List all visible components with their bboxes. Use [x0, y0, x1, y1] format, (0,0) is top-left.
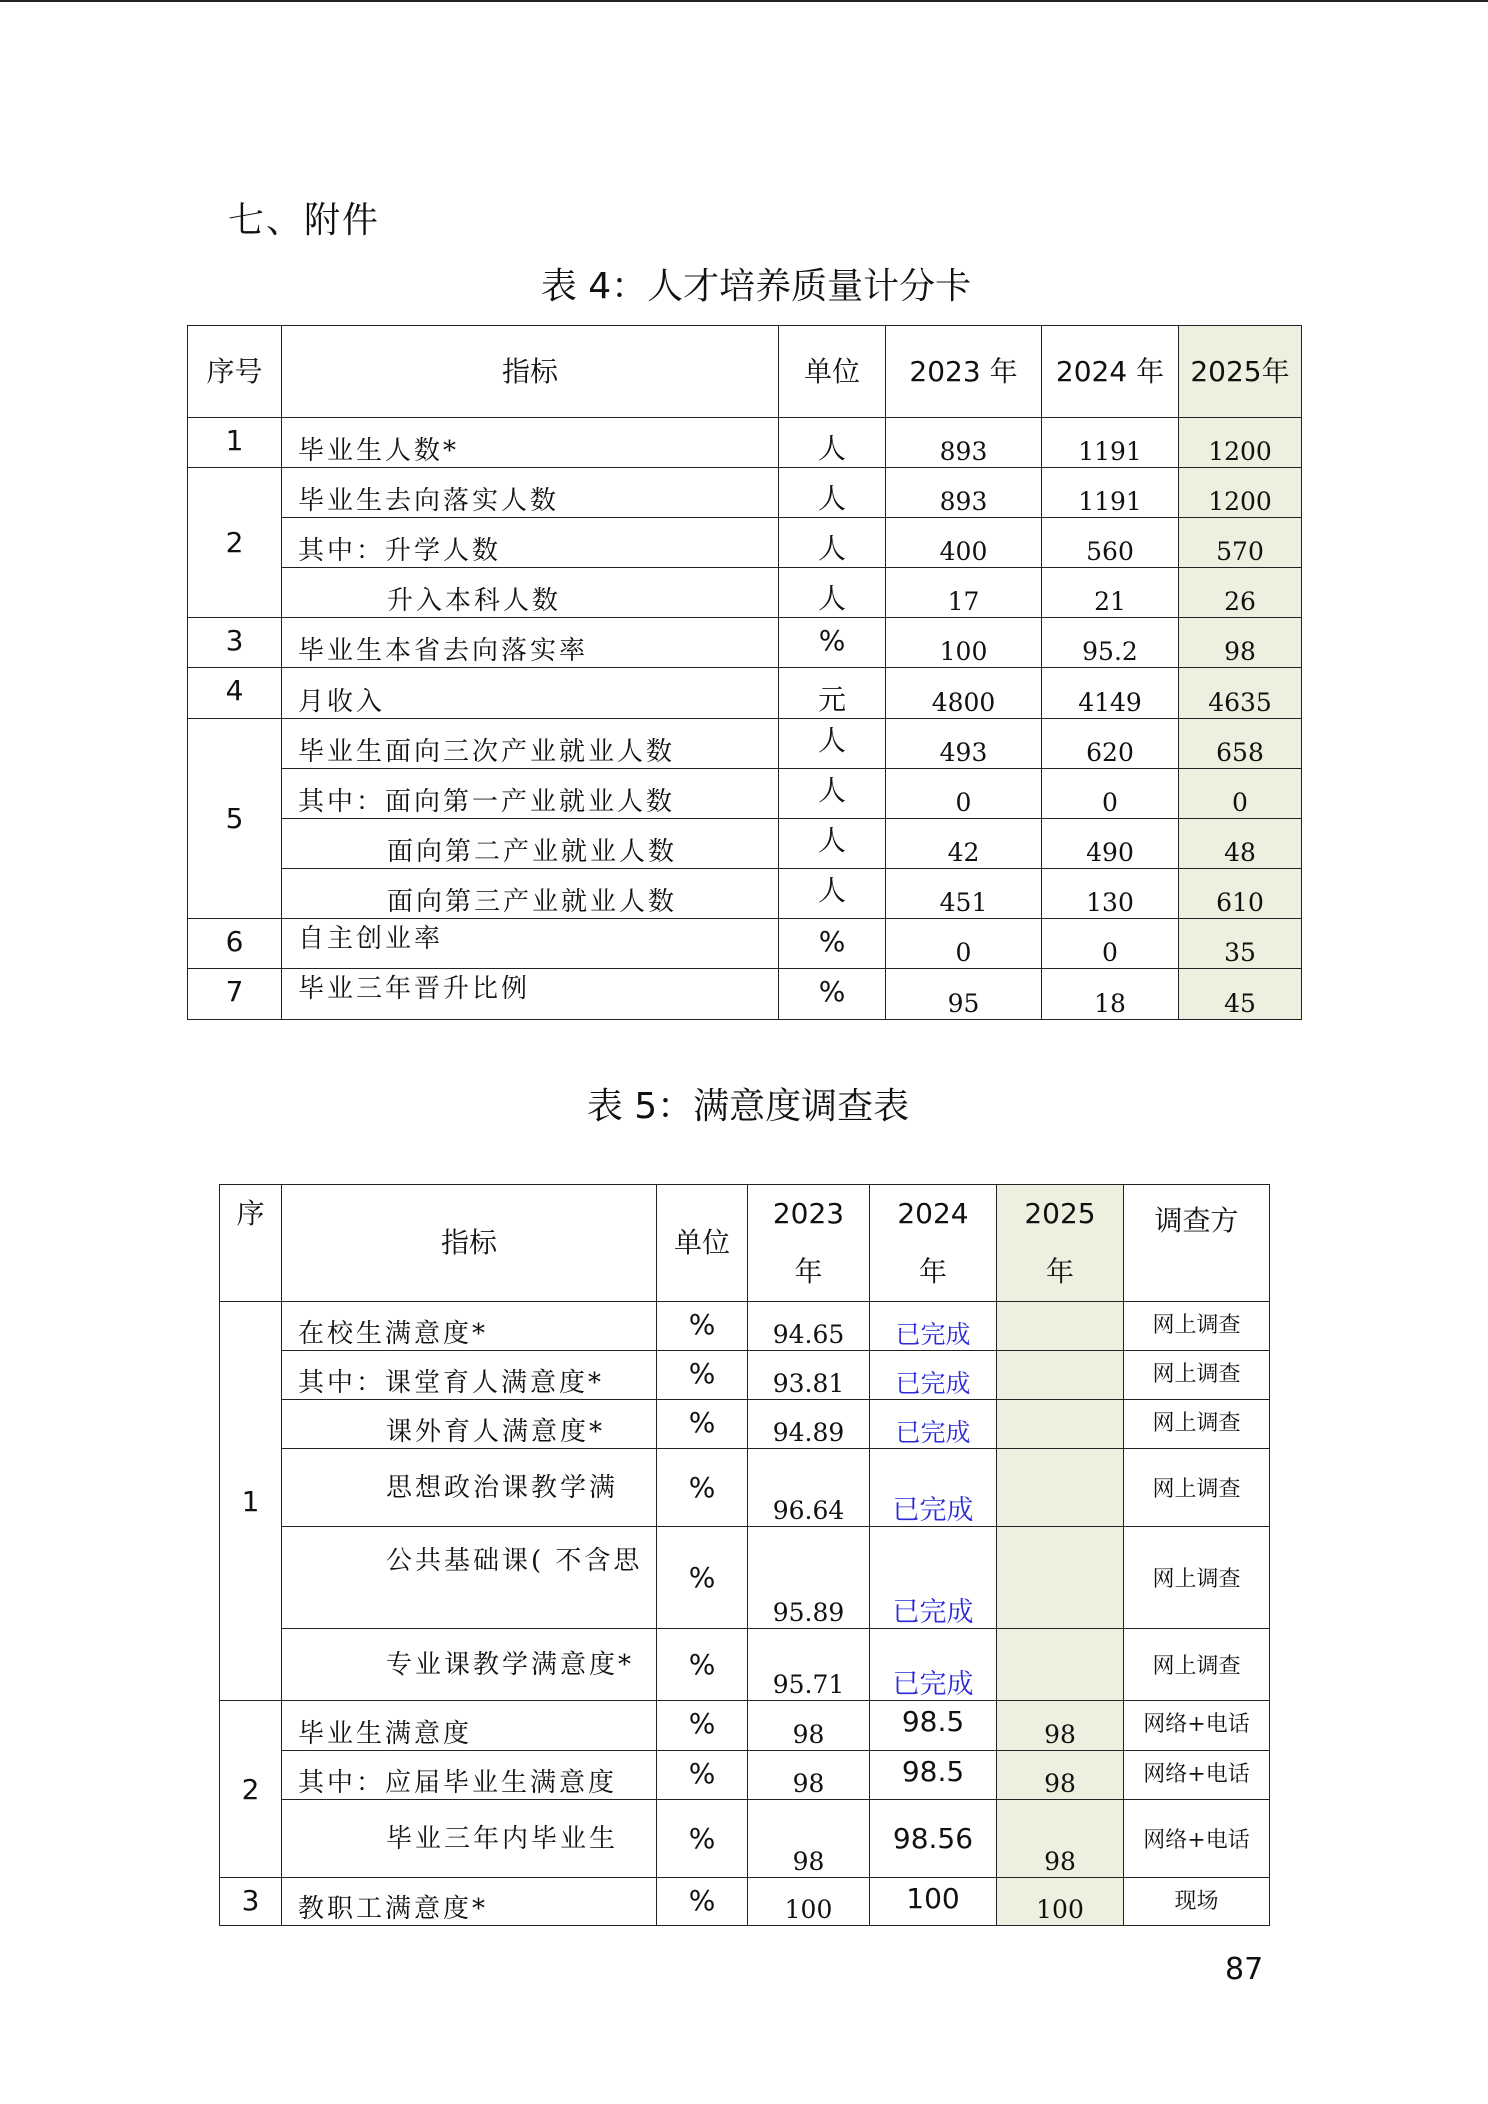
row-indicator: 毕业三年晋升比例 [282, 969, 779, 1020]
row-unit: 人 [779, 869, 886, 919]
row-value-2023: 98 [748, 1800, 870, 1878]
row-indicator: 毕业生人数* [282, 418, 779, 468]
row-seq: 7 [188, 969, 282, 1020]
header-2023: 2023 年 [886, 326, 1042, 418]
row-indicator: 毕业三年内毕业生 [282, 1800, 657, 1878]
row-survey-method: 现场 [1124, 1878, 1270, 1926]
row-indicator: 毕业生去向落实人数 [282, 468, 779, 518]
row-value-2023: 17 [886, 568, 1042, 618]
row-value-2025 [997, 1527, 1124, 1629]
row-value-2023: 94.65 [748, 1302, 870, 1351]
row-indicator: 月收入 [282, 668, 779, 719]
row-seq: 6 [188, 919, 282, 969]
row-value-2023: 100 [748, 1878, 870, 1926]
row-value-2023: 96.64 [748, 1449, 870, 1527]
row-value-2024: 0 [1042, 769, 1179, 819]
table-row [188, 919, 1302, 969]
row-value-2024: 1191 [1042, 418, 1179, 468]
row-unit: 人 [779, 418, 886, 468]
row-value-2023: 95 [886, 969, 1042, 1020]
table-header-row [188, 326, 1302, 418]
table-row [188, 568, 1302, 618]
row-unit: % [657, 1449, 748, 1527]
row-unit: % [779, 919, 886, 969]
row-indicator: 公共基础课( 不含思 [282, 1527, 657, 1629]
row-value-2025: 98 [997, 1800, 1124, 1878]
table-row [188, 719, 1302, 769]
page-number: 87 [1225, 1952, 1264, 1987]
table-row [188, 518, 1302, 568]
row-value-2025: 100 [997, 1878, 1124, 1926]
table-row [220, 1302, 1270, 1351]
page-top-border [0, 0, 1488, 2]
table-row [188, 668, 1302, 719]
row-seq: 2 [188, 468, 282, 618]
row-unit: % [657, 1878, 748, 1926]
row-value-2025 [997, 1400, 1124, 1449]
table-row [188, 969, 1302, 1020]
row-value-2023: 4800 [886, 668, 1042, 719]
row-value-2024: 98.56 [870, 1800, 997, 1878]
row-value-2024: 4149 [1042, 668, 1179, 719]
row-value-2023: 100 [886, 618, 1042, 668]
row-value-2023: 98 [748, 1701, 870, 1751]
row-unit: % [779, 618, 886, 668]
table-row [188, 819, 1302, 869]
row-value-2024: 0 [1042, 919, 1179, 969]
row-value-2025: 98 [1179, 618, 1302, 668]
table-row [188, 418, 1302, 468]
header-2025: 2025年 [1179, 326, 1302, 418]
header-2025: 2025年 [997, 1185, 1124, 1302]
row-value-2025 [997, 1302, 1124, 1351]
row-value-2023: 0 [886, 919, 1042, 969]
row-value-2024: 98.5 [870, 1751, 997, 1800]
talent-quality-scorecard-table [187, 325, 1302, 1020]
header-method: 调查方 [1124, 1185, 1270, 1302]
row-unit: 人 [779, 568, 886, 618]
row-unit: % [657, 1629, 748, 1701]
row-unit: 人 [779, 719, 886, 769]
row-value-2024: 490 [1042, 819, 1179, 869]
row-value-2023: 893 [886, 418, 1042, 468]
row-value-2025: 1200 [1179, 468, 1302, 518]
row-value-2024: 已完成 [870, 1527, 997, 1629]
row-value-2025 [997, 1351, 1124, 1400]
row-value-2023: 95.71 [748, 1629, 870, 1701]
table-row [220, 1751, 1270, 1800]
row-indicator: 其中：课堂育人满意度* [282, 1351, 657, 1400]
row-indicator: 毕业生本省去向落实率 [282, 618, 779, 668]
row-value-2024: 95.2 [1042, 618, 1179, 668]
row-value-2023: 95.89 [748, 1527, 870, 1629]
row-unit: % [657, 1701, 748, 1751]
header-2024: 2024 年 [1042, 326, 1179, 418]
table-row [220, 1400, 1270, 1449]
row-value-2024: 98.5 [870, 1701, 997, 1751]
row-value-2025: 610 [1179, 869, 1302, 919]
row-survey-method: 网上调查 [1124, 1449, 1270, 1527]
row-unit: 人 [779, 518, 886, 568]
row-value-2023: 0 [886, 769, 1042, 819]
row-survey-method: 网络+电话 [1124, 1751, 1270, 1800]
table-row [220, 1701, 1270, 1751]
row-indicator: 面向第二产业就业人数 [282, 819, 779, 869]
row-survey-method: 网络+电话 [1124, 1701, 1270, 1751]
row-value-2023: 94.89 [748, 1400, 870, 1449]
row-value-2023: 93.81 [748, 1351, 870, 1400]
row-indicator: 在校生满意度* [282, 1302, 657, 1351]
row-value-2025: 4635 [1179, 668, 1302, 719]
row-value-2025: 1200 [1179, 418, 1302, 468]
row-value-2024: 已完成 [870, 1400, 997, 1449]
row-value-2025: 35 [1179, 919, 1302, 969]
row-value-2024: 1191 [1042, 468, 1179, 518]
row-value-2024: 已完成 [870, 1302, 997, 1351]
row-value-2025: 98 [997, 1701, 1124, 1751]
row-indicator: 毕业生面向三次产业就业人数 [282, 719, 779, 769]
header-seq: 序 [220, 1185, 282, 1302]
row-value-2024: 130 [1042, 869, 1179, 919]
row-indicator: 其中：面向第一产业就业人数 [282, 769, 779, 819]
row-seq: 1 [220, 1302, 282, 1701]
row-unit: 人 [779, 769, 886, 819]
row-value-2023: 42 [886, 819, 1042, 869]
row-seq: 1 [188, 418, 282, 468]
row-value-2024: 21 [1042, 568, 1179, 618]
header-indicator: 指标 [282, 1185, 657, 1302]
row-indicator: 课外育人满意度* [282, 1400, 657, 1449]
row-unit: % [657, 1527, 748, 1629]
row-value-2024: 已完成 [870, 1449, 997, 1527]
table-row [188, 468, 1302, 518]
header-seq: 序号 [188, 326, 282, 418]
header-2024: 2024年 [870, 1185, 997, 1302]
row-value-2025 [997, 1629, 1124, 1701]
row-survey-method: 网上调查 [1124, 1400, 1270, 1449]
header-2023: 2023年 [748, 1185, 870, 1302]
row-value-2025 [997, 1449, 1124, 1527]
row-value-2025: 45 [1179, 969, 1302, 1020]
row-unit: 元 [779, 668, 886, 719]
row-survey-method: 网络+电话 [1124, 1800, 1270, 1878]
row-unit: 人 [779, 468, 886, 518]
row-value-2023: 493 [886, 719, 1042, 769]
row-value-2025: 570 [1179, 518, 1302, 568]
header-unit: 单位 [657, 1185, 748, 1302]
satisfaction-survey-table [219, 1184, 1270, 1926]
row-seq: 3 [220, 1878, 282, 1926]
table-row [188, 869, 1302, 919]
row-value-2024: 560 [1042, 518, 1179, 568]
table-row [220, 1351, 1270, 1400]
row-indicator: 面向第三产业就业人数 [282, 869, 779, 919]
row-survey-method: 网上调查 [1124, 1302, 1270, 1351]
row-value-2024: 100 [870, 1878, 997, 1926]
table-row [220, 1800, 1270, 1878]
row-indicator: 毕业生满意度 [282, 1701, 657, 1751]
row-value-2025: 0 [1179, 769, 1302, 819]
row-survey-method: 网上调查 [1124, 1527, 1270, 1629]
table-row [220, 1527, 1270, 1629]
table4-caption: 表 4：人才培养质量计分卡 [540, 266, 972, 307]
header-indicator: 指标 [282, 326, 779, 418]
table-row [220, 1878, 1270, 1926]
row-unit: % [657, 1351, 748, 1400]
row-seq: 5 [188, 719, 282, 919]
row-survey-method: 网上调查 [1124, 1629, 1270, 1701]
table-row [188, 769, 1302, 819]
table-row [220, 1449, 1270, 1527]
row-indicator: 专业课教学满意度* [282, 1629, 657, 1701]
row-value-2023: 893 [886, 468, 1042, 518]
row-seq: 3 [188, 618, 282, 668]
row-indicator: 教职工满意度* [282, 1878, 657, 1926]
row-seq: 4 [188, 668, 282, 719]
table-header-row [220, 1185, 1270, 1302]
row-value-2023: 400 [886, 518, 1042, 568]
row-value-2024: 620 [1042, 719, 1179, 769]
row-indicator: 其中：升学人数 [282, 518, 779, 568]
section-title: 七、附件 [228, 200, 381, 241]
row-indicator: 升入本科人数 [282, 568, 779, 618]
row-value-2024: 18 [1042, 969, 1179, 1020]
row-unit: % [657, 1400, 748, 1449]
row-value-2025: 98 [997, 1751, 1124, 1800]
row-value-2025: 26 [1179, 568, 1302, 618]
table-row [188, 618, 1302, 668]
table5-caption: 表 5：满意度调查表 [586, 1086, 910, 1127]
row-indicator: 其中：应届毕业生满意度 [282, 1751, 657, 1800]
row-unit: % [657, 1751, 748, 1800]
header-unit: 单位 [779, 326, 886, 418]
row-value-2023: 98 [748, 1751, 870, 1800]
row-value-2023: 451 [886, 869, 1042, 919]
row-unit: % [657, 1302, 748, 1351]
row-value-2025: 48 [1179, 819, 1302, 869]
row-survey-method: 网上调查 [1124, 1351, 1270, 1400]
table-row [220, 1629, 1270, 1701]
row-value-2025: 658 [1179, 719, 1302, 769]
row-unit: % [657, 1800, 748, 1878]
row-value-2024: 已完成 [870, 1351, 997, 1400]
row-seq: 2 [220, 1701, 282, 1878]
row-unit: % [779, 969, 886, 1020]
row-value-2024: 已完成 [870, 1629, 997, 1701]
row-indicator: 自主创业率 [282, 919, 779, 969]
row-indicator: 思想政治课教学满 [282, 1449, 657, 1527]
row-unit: 人 [779, 819, 886, 869]
